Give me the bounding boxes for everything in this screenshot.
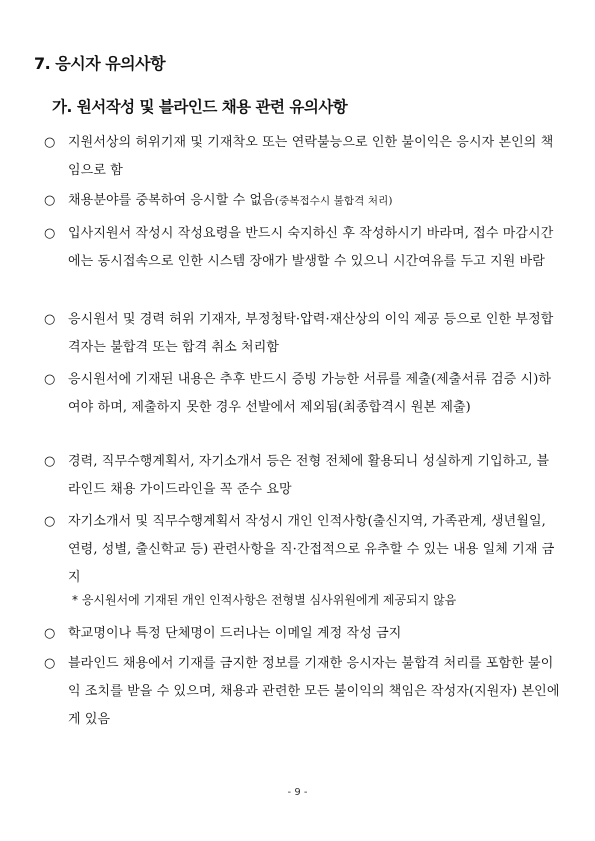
item-text: 응시원서에 기재된 내용은 추후 반드시 증빙 가능한 서류를 제출(제출서류 검증 시)하여야 하며, 제출하지 못한 경우 선발에서 제외됨(최종합격시 원본 제출) xyxy=(68,372,552,415)
item-text xyxy=(68,187,560,215)
bullet-icon: ○ xyxy=(44,135,56,150)
item-small-text: (중복접수시 불합격 처리) xyxy=(274,195,393,207)
item-text: 응시원서 및 경력 허위 기재자, 부정청탁·압력·재산상의 이익 제공 등으로 인한 부정합격자는 불합격 또는 합격 취소 처리함 xyxy=(68,312,554,355)
item-text: 지원서상의 허위기재 및 기재착오 또는 연락불능으로 인한 불이익은 응시자 본인의 책임으로 함 xyxy=(68,135,554,178)
bullet-icon: ○ xyxy=(44,372,56,387)
item-text: 입사지원서 작성시 작성요령을 반드시 숙지하신 후 작성하시기 바라며, 접수 마감시간에는 동시접속으로 인한 시스템 장애가 발생할 수 있으니 시간여유를 두고 지원 바람 xyxy=(68,226,554,269)
bullet-icon: ○ xyxy=(44,454,56,469)
bullet-icon: ○ xyxy=(44,514,56,529)
bullet-icon: ○ xyxy=(44,193,56,208)
bullet-icon: ○ xyxy=(44,226,56,241)
bullet-icon: ○ xyxy=(44,626,56,641)
item-text: 블라인드 채용에서 기재를 금지한 정보를 기재한 응시자는 불합격 처리를 포함한 불이익 조치를 받을 수 있으며, 채용과 관련한 모든 불이익의 책임은 작성자(지원자) 본인에게 있음 xyxy=(68,656,560,727)
page-number: - 9 - xyxy=(287,787,308,798)
bullet-icon: ○ xyxy=(44,312,56,327)
item-text: 자기소개서 및 직무수행계획서 작성시 개인 인적사항(출신지역, 가족관계, 생년월일, 연령, 성별, 출신학교 등) 관련사항을 직·간접적으로 유추할 수 있는 내용 일체 기재 금지 xyxy=(68,514,555,585)
section-heading: 7. 응시자 유의사항 xyxy=(34,54,166,73)
item-main-text: 채용분야를 중복하여 응시할 수 없음 xyxy=(68,193,275,208)
note-text: * 응시원서에 기재된 개인 인적사항은 전형별 심사위원에게 제공되지 않음 xyxy=(72,593,457,607)
subsection-heading: 가. 원서작성 및 블라인드 채용 관련 유의사항 xyxy=(52,98,348,116)
bullet-icon: ○ xyxy=(44,656,56,671)
item-text: 학교명이나 특정 단체명이 드러나는 이메일 계정 작성 금지 xyxy=(68,626,402,641)
item-text: 경력, 직무수행계획서, 자기소개서 등은 전형 전체에 활용되니 성실하게 기입하고, 블라인드 채용 가이드라인을 꼭 준수 요망 xyxy=(68,454,550,497)
